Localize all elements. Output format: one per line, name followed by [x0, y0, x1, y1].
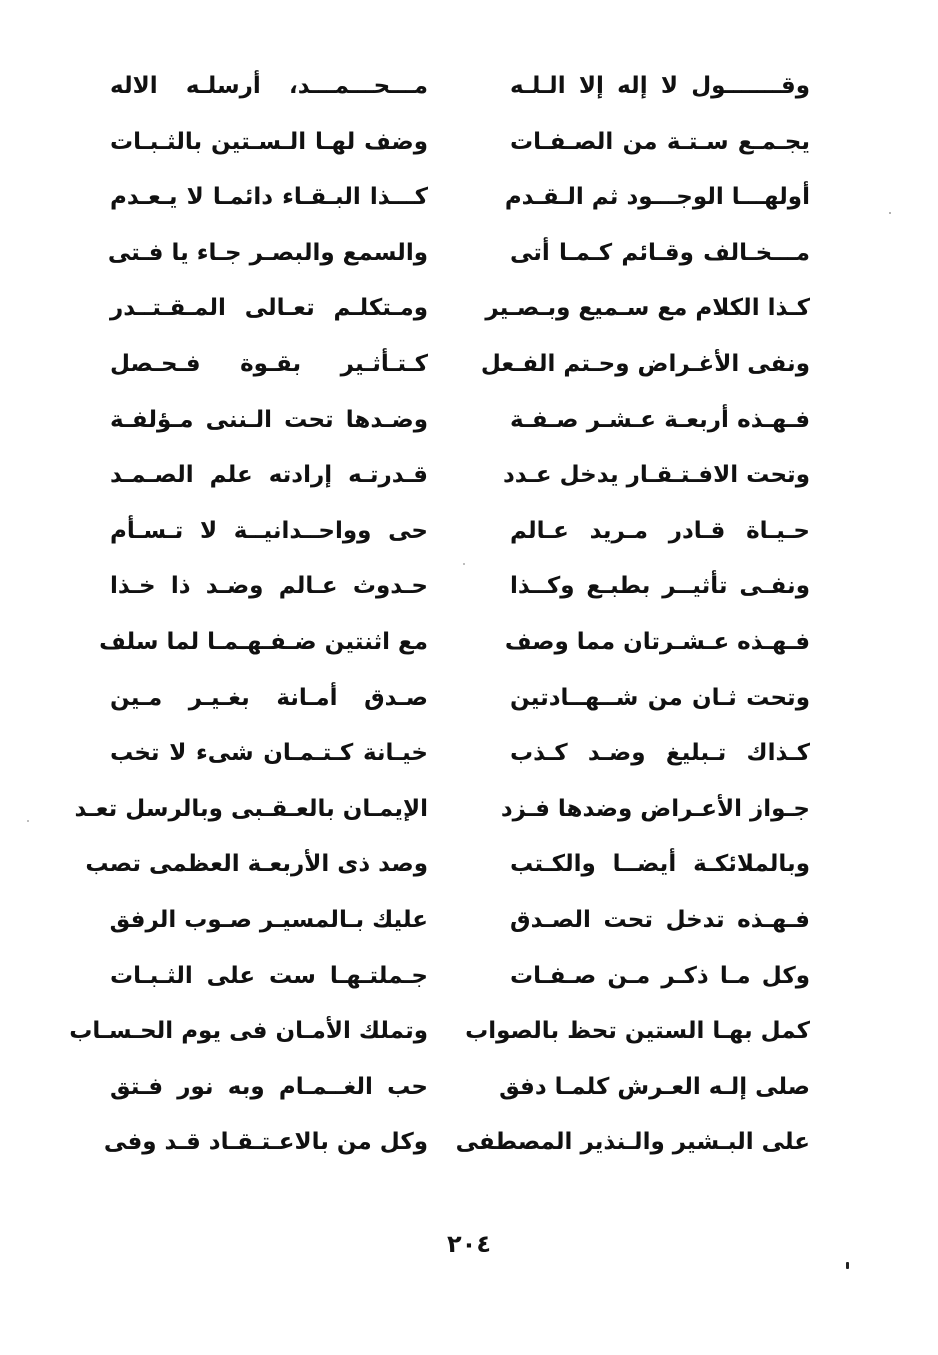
left-hemistich: كـتـأثـير بقـوة فـحـصل: [110, 350, 428, 377]
verse: [110, 952, 810, 1008]
right-hemistich: كـذاك تـبليغ وضـد كـذب: [510, 740, 810, 767]
right-hemistich: وكل مـا ذكـر مـن صـفـات: [510, 962, 810, 989]
verse: [74, 785, 810, 841]
left-hemistich: عليك بـالمسيـر صـوب الرفق: [109, 906, 428, 933]
right-hemistich: وبالملائكـة أيضــا والكـتب: [510, 851, 810, 878]
left-hemistich: صـدق أمـانة بغـيـر مـين: [110, 684, 428, 711]
page-number: ٢٠٤: [447, 1230, 491, 1258]
left-hemistich: الإيمـان بالعـقـبى وبالرسل تعـد: [74, 795, 428, 822]
left-hemistich: حب الغــمـام وبه نور فـتق: [110, 1073, 428, 1100]
right-hemistich: صلى إلـه العـرش كلمـا دفق: [499, 1073, 810, 1100]
scan-speck: [889, 212, 891, 214]
left-hemistich: مـــحـــمـــد، أرسلـه الاله: [110, 73, 428, 99]
poem: [69, 62, 810, 1174]
verse: [110, 729, 810, 785]
verse: [110, 507, 810, 563]
right-hemistich: كـذا الكلام مع سـميع وبـصـير: [485, 295, 810, 322]
verse: [110, 1063, 810, 1119]
left-hemistich: جـملتـهـا ست على الثـبـات: [110, 962, 428, 989]
right-hemistich: فـهـذه عـشـرتان مما وصف: [504, 628, 810, 655]
left-hemistich: حى وواحــدانيــة لا تـسـأم: [110, 517, 428, 544]
right-hemistich: ونفى الأغـراض وحـتم الفـعل: [480, 350, 810, 377]
left-hemistich: وضـدها تحت الـننى مـؤلفـة: [110, 406, 428, 433]
left-hemistich: والسمع والبصـر جـاء يا فـتى: [107, 239, 428, 266]
right-hemistich: ونفـى تأثيــر بطبـع وكــذا: [510, 573, 810, 600]
scan-speck: [463, 563, 465, 565]
left-hemistich: وكل من بالاعـتـقـاد قـد وفى: [103, 1129, 428, 1156]
left-hemistich: مع اثنتين ضـفـهـمـا لما سلف: [99, 628, 428, 655]
right-hemistich: على البـشير والـنذير المصطفى: [455, 1129, 810, 1156]
margin-mark: [846, 1262, 849, 1269]
left-hemistich: وتملك الأمـان فى يوم الحـسـاب: [69, 1018, 428, 1045]
right-hemistich: مـــخـالف وقـائم كـمـا أتى: [510, 239, 810, 266]
verse: [99, 618, 810, 674]
scan-speck: [27, 820, 29, 822]
left-hemistich: حـدوث عـالم وضـد ذا خـذا: [110, 573, 428, 600]
left-hemistich: قـدرتـه إرادته علم الصـمـد: [110, 462, 428, 489]
left-hemistich: وصد ذى الأربعـة العظمى تصب: [85, 851, 428, 878]
verse: [110, 896, 810, 952]
right-hemistich: وتحت الافـتـقـار يدخل عـدد: [502, 462, 810, 489]
verse: [103, 1118, 810, 1174]
verse: [110, 396, 810, 452]
verse: [110, 284, 810, 340]
verse: [85, 840, 810, 896]
verse: [110, 118, 810, 174]
right-hemistich: فـهـذه أربعـة عـشـر صـفـة: [510, 406, 810, 433]
right-hemistich: وقـــــــول لا إله إلا الـلـه: [510, 73, 810, 99]
left-hemistich: كـــذا البـقـاء دائمـا لا يـعـدم: [110, 184, 428, 211]
right-hemistich: فـهـذه تدخل تحت الصـدق: [510, 906, 810, 933]
verse: [110, 562, 810, 618]
verse: [69, 1007, 810, 1063]
right-hemistich: كمل بهـا الستين تحظ بالصواب: [465, 1018, 810, 1045]
right-hemistich: وتحت ثـان من شــهــادتين: [510, 684, 810, 711]
verse: [107, 229, 810, 285]
right-hemistich: أولهـــا الوجـــود ثم الـقـدم: [504, 184, 810, 211]
verse: [110, 340, 810, 396]
verse: [110, 62, 810, 118]
left-hemistich: ومـتكلـم تعـالى المـقـتــدر: [110, 295, 428, 322]
left-hemistich: خيـانة كـتـمـان شىء لا تخب: [110, 740, 428, 767]
right-hemistich: يجـمـع سـتـة من الصـفـات: [510, 128, 810, 155]
verse: [110, 173, 810, 229]
right-hemistich: جـواز الأعـراض وضدها فـزد: [500, 795, 810, 822]
left-hemistich: وضف لهـا الـسـتين بالثـبـات: [110, 128, 428, 155]
verse: [110, 451, 810, 507]
right-hemistich: حـيـاة قـادر مـريد عـالم: [510, 517, 810, 544]
verse: [110, 674, 810, 730]
